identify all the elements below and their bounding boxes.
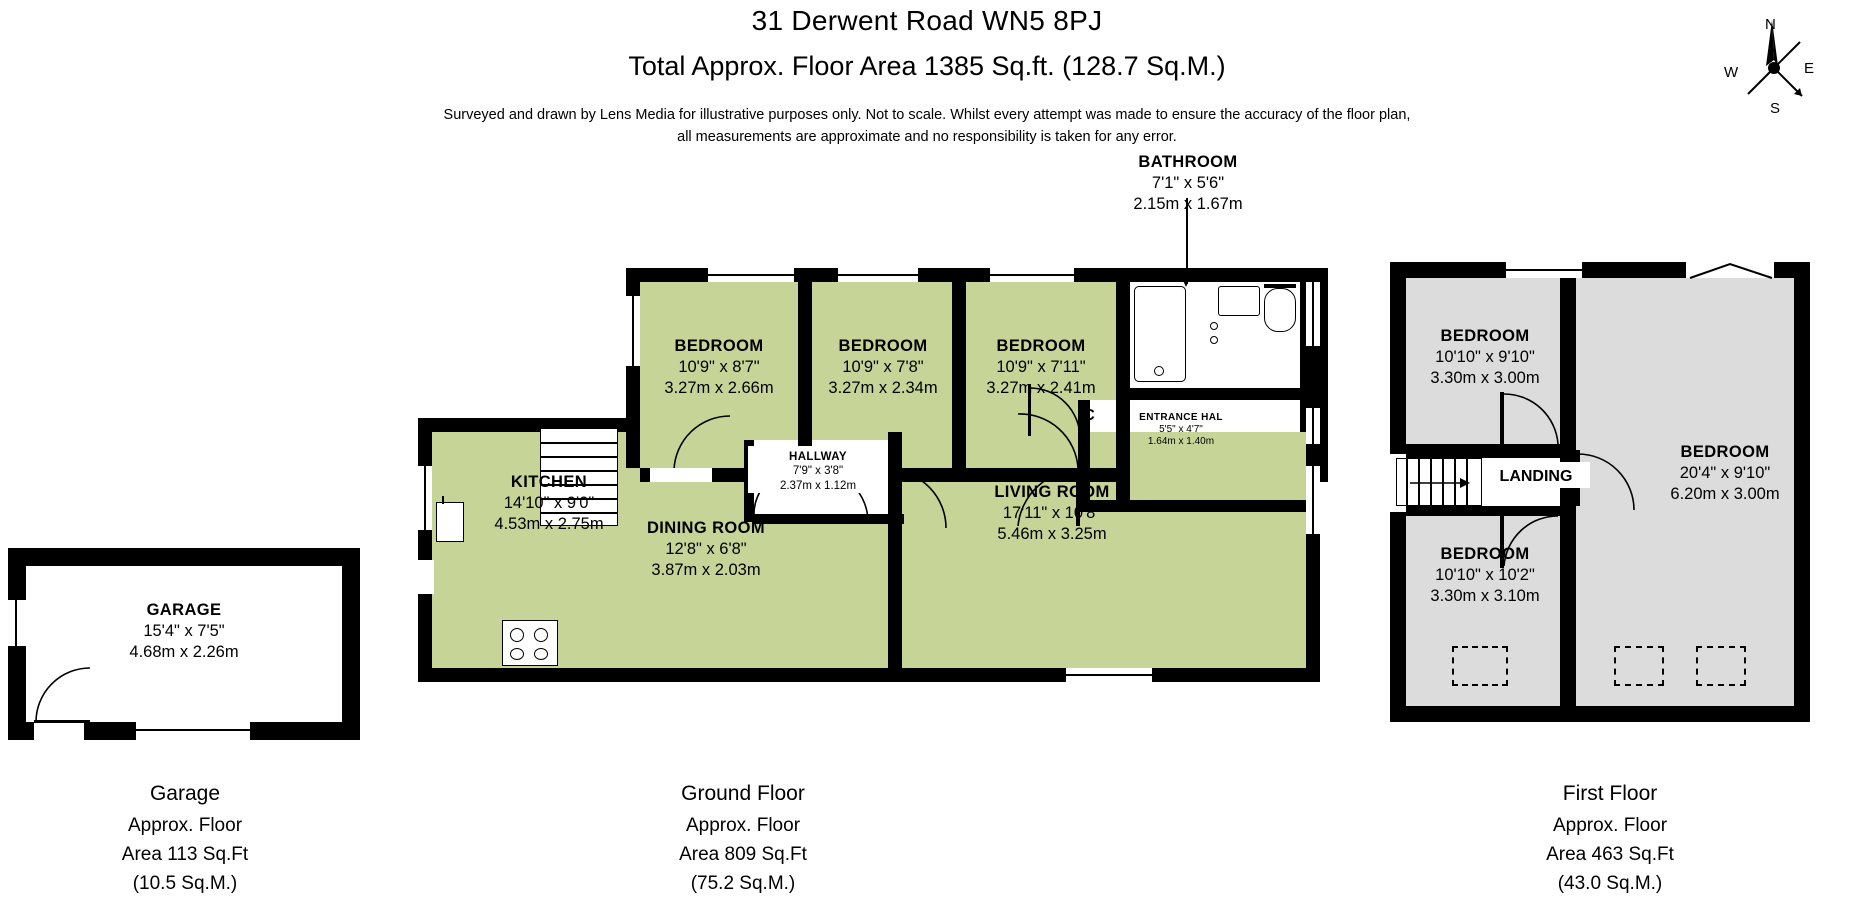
- sink-waste-icon: [1210, 336, 1218, 344]
- garage-door-opening: [136, 722, 250, 740]
- bathroom-label: [1068, 152, 1308, 215]
- bathroom-leader-arrow: [1179, 274, 1195, 288]
- ground-kitchen-left-opening: [418, 560, 434, 594]
- first-bedroom2-window-arc: [1686, 260, 1776, 284]
- stair-step: [540, 442, 618, 444]
- hob-burner-4-icon: [534, 648, 548, 660]
- header: [0, 0, 1854, 149]
- first-bedroom-3-name: BEDROOM: [1440, 545, 1530, 563]
- first-bedroom-1-label: [1400, 326, 1570, 389]
- ground-kitchen-window-left-mullion: [424, 466, 426, 530]
- hallway-imperial: 7'9" x 3'8": [792, 465, 844, 478]
- first-bedroom-3-metric: 3.30m x 3.10m: [1430, 587, 1540, 606]
- sink-tap-icon: [1210, 322, 1218, 330]
- garage-caption-line-3: (10.5 Sq.M.): [132, 873, 238, 895]
- first-bedroom-1-metric: 3.30m x 3.00m: [1430, 369, 1540, 388]
- entrance-hall-metric: 1.64m x 1.40m: [1147, 436, 1215, 448]
- compass-rose: [1714, 8, 1834, 128]
- garage-left-window-mullion: [15, 600, 17, 646]
- bedroom-1-name: BEDROOM: [674, 337, 764, 355]
- dining-room-name: DINING ROOM: [646, 519, 766, 537]
- first-bedroom-2-imperial: 20'4" x 9'10": [1679, 464, 1771, 483]
- ground-floor-caption-line-3: (75.2 Sq.M.): [690, 873, 796, 895]
- first-bedroom-2-label: [1620, 442, 1830, 505]
- garage-left-window: [8, 600, 26, 646]
- stair-direction-arrow: [1408, 474, 1472, 492]
- garage-room-label: [64, 600, 304, 663]
- bedroom-2-imperial: 10'9" x 7'8": [842, 358, 924, 377]
- first-floor-floorplan: [1390, 262, 1840, 722]
- bedroom-3-metric: 3.27m x 2.41m: [986, 379, 1096, 398]
- toilet-cistern-icon: [1264, 284, 1296, 288]
- stair-step: [540, 456, 618, 458]
- hob-burner-3-icon: [510, 648, 524, 660]
- first-bedroom1-door-swing: [1500, 392, 1562, 448]
- disclaimer-line-1: Surveyed and drawn by Lens Media for illustrative purposes only. Not to scale. Whilst every attempt was made to ensure the accuracy of the floor plan,: [443, 107, 1411, 123]
- garage-caption-line-1: Approx. Floor: [127, 814, 243, 836]
- page-title: 31 Derwent Road WN5 8PJ: [751, 5, 1103, 36]
- kitchen-metric: 4.53m x 2.75m: [494, 515, 604, 534]
- first-bed2-eaves-dashed-1: [1614, 646, 1664, 686]
- compass-label-south: S: [1770, 100, 1781, 117]
- entrance-hall-label: [1074, 412, 1288, 449]
- first-floor-caption-line-2: Area 463 Sq.Ft: [1546, 843, 1674, 865]
- first-floor-caption-line-3: (43.0 Sq.M.): [1557, 873, 1663, 895]
- hob-burner-2-icon: [534, 628, 548, 642]
- bedroom-2-metric: 3.27m x 2.34m: [828, 379, 938, 398]
- entrance-hall-name: ENTRANCE HAL: [1139, 412, 1223, 423]
- garage-caption-title: Garage: [149, 782, 221, 805]
- bathtub-drain-icon: [1154, 366, 1164, 376]
- garage-room-imperial: 15'4" x 7'5": [143, 622, 225, 641]
- first-floor-caption-title: First Floor: [1562, 782, 1658, 805]
- sink-fixture: [1218, 286, 1260, 316]
- ground-floor-caption-line-2: Area 809 Sq.Ft: [679, 843, 807, 865]
- cupboard-label: C: [1083, 407, 1095, 424]
- garage-door-mullion: [136, 729, 250, 731]
- first-bedroom-1-imperial: 10'10" x 9'10": [1435, 348, 1535, 367]
- entrance-hall-imperial: 5'5" x 4'7": [1159, 424, 1203, 436]
- disclaimer-line-2: all measurements are approximate and no responsibility is taken for any error.: [677, 129, 1177, 146]
- bedroom-2-name: BEDROOM: [838, 337, 928, 355]
- bathroom-name: BATHROOM: [1138, 153, 1238, 171]
- bathroom-metric: 2.15m x 1.67m: [1133, 195, 1243, 214]
- kitchen-name: KITCHEN: [510, 473, 588, 491]
- ground-entrance-window-right-mullion: [1312, 408, 1314, 444]
- first-landing-label: LANDING: [1482, 462, 1590, 488]
- garage-room-name: GARAGE: [146, 601, 222, 619]
- garage-caption: [30, 778, 340, 899]
- kitchen-hob-fixture: [502, 620, 558, 666]
- hallway-name: HALLWAY: [789, 451, 847, 463]
- disclaimer: [0, 104, 1854, 149]
- garage-room-metric: 4.68m x 2.26m: [129, 643, 239, 662]
- ground-kitchen-door-swing: [670, 412, 740, 474]
- ground-floor-caption-title: Ground Floor: [681, 782, 805, 805]
- ground-bedroom3-window-mullion: [990, 274, 1074, 276]
- first-bedroom-2-metric: 6.20m x 3.00m: [1670, 485, 1780, 504]
- ground-living-window-right-mullion: [1312, 466, 1314, 534]
- bathroom-imperial: 7'1" x 5'6": [1151, 174, 1225, 193]
- first-floor-caption: [1455, 778, 1765, 899]
- hallway-label: [748, 446, 888, 493]
- hallway-metric: 2.37m x 1.12m: [779, 479, 857, 492]
- first-bedroom1-window-mullion: [1506, 269, 1582, 271]
- ground-bedroom1-window-mullion: [708, 274, 794, 276]
- hob-burner-1-icon: [510, 628, 524, 642]
- ground-floor-caption-line-1: Approx. Floor: [685, 814, 801, 836]
- first-bed2-eaves-dashed-2: [1696, 646, 1746, 686]
- bedroom-1-label: [624, 336, 814, 399]
- compass-label-west: W: [1724, 64, 1739, 81]
- ground-bedroom2-window-mullion: [838, 274, 918, 276]
- ground-wall-bath-bottom: [1130, 388, 1300, 400]
- bedroom-3-label: [948, 336, 1134, 399]
- garage-side-door-swing: [34, 666, 100, 732]
- first-bedroom-1-name: BEDROOM: [1440, 327, 1530, 345]
- living-room-label: [928, 482, 1176, 545]
- first-bedroom-3-imperial: 10'10" x 10'2": [1435, 566, 1535, 585]
- compass-label-north: N: [1765, 16, 1776, 33]
- living-room-imperial: 17'11" x 10'8": [1002, 504, 1102, 523]
- bedroom-1-imperial: 10'9" x 8'7": [678, 358, 760, 377]
- bedroom-1-metric: 3.27m x 2.66m: [664, 379, 774, 398]
- bedroom-3-imperial: 10'9" x 7'11": [996, 358, 1086, 377]
- ground-floor-floorplan: [418, 153, 1328, 730]
- toilet-fixture: [1264, 288, 1296, 332]
- ground-kitchen-doorway: [650, 466, 712, 486]
- ground-floor-caption: [588, 778, 898, 899]
- bedroom-3-name: BEDROOM: [996, 337, 1086, 355]
- dining-room-metric: 3.87m x 2.03m: [651, 561, 761, 580]
- compass-label-east: E: [1804, 60, 1815, 77]
- ground-living-window-bottom-mullion: [1066, 674, 1152, 676]
- first-bed3-eaves-dashed-1: [1452, 646, 1508, 686]
- kitchen-imperial: 14'10" x 9'0": [503, 494, 595, 513]
- ground-bathroom-window-right-mullion: [1312, 282, 1314, 346]
- dining-room-imperial: 12'8" x 6'8": [665, 540, 747, 559]
- garage-floorplan: [8, 548, 360, 748]
- first-floor-caption-line-1: Approx. Floor: [1552, 814, 1668, 836]
- living-room-metric: 5.46m x 3.25m: [997, 525, 1107, 544]
- kitchen-tap-icon: [442, 496, 444, 504]
- first-bedroom-3-label: [1400, 544, 1570, 607]
- garage-caption-line-2: Area 113 Sq.Ft: [121, 843, 249, 865]
- living-room-name: LIVING ROOM: [994, 483, 1110, 501]
- first-bedroom-2-name: BEDROOM: [1680, 443, 1770, 461]
- total-area-subtitle: Total Approx. Floor Area 1385 Sq.ft. (128.7 Sq.M.): [628, 51, 1226, 81]
- dining-room-label: [598, 518, 814, 581]
